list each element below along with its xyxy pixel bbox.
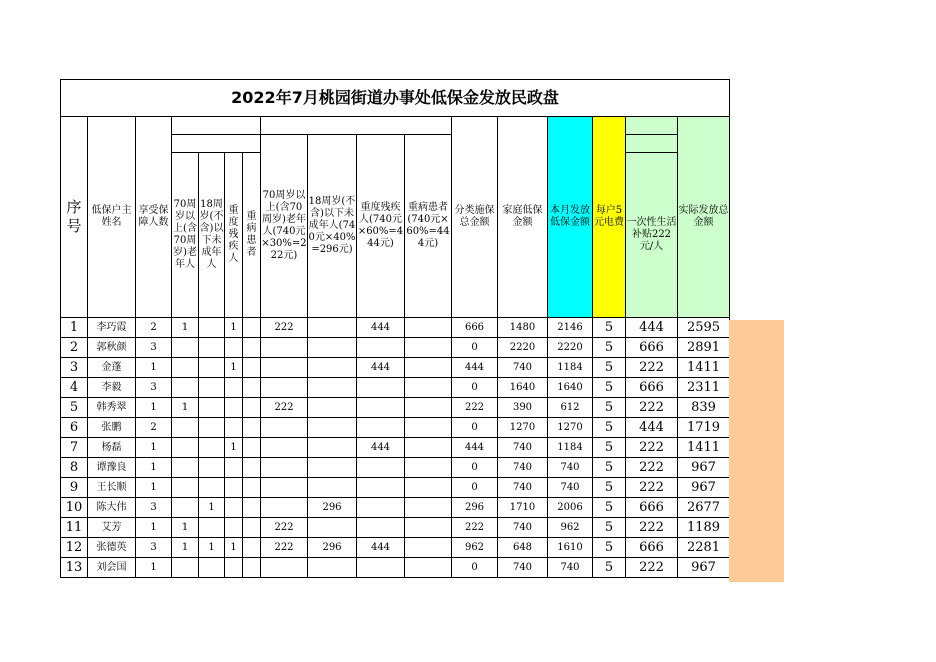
spreadsheet bbox=[60, 79, 730, 578]
header-blank-b bbox=[261, 117, 452, 135]
cell-subsidy[interactable]: 666 bbox=[626, 538, 678, 558]
cell-class-total[interactable]: 444 bbox=[452, 358, 498, 378]
cell-elder70[interactable]: 1 bbox=[172, 538, 199, 558]
cell-seq[interactable]: 9 bbox=[61, 478, 88, 498]
cell-ill[interactable] bbox=[243, 318, 261, 338]
cell-elder70[interactable] bbox=[172, 458, 199, 478]
cell-disabled[interactable] bbox=[225, 338, 243, 358]
cell-minor-amt[interactable] bbox=[308, 338, 357, 358]
cell-family[interactable]: 740 bbox=[498, 518, 548, 538]
cell-minor18[interactable] bbox=[199, 358, 225, 378]
cell-disabled-amt[interactable] bbox=[357, 498, 405, 518]
cell-family[interactable]: 740 bbox=[498, 438, 548, 458]
cell-disabled-amt[interactable] bbox=[357, 398, 405, 418]
cell-minor-amt[interactable] bbox=[308, 358, 357, 378]
table-row bbox=[61, 378, 730, 398]
table-row bbox=[61, 338, 730, 358]
header-disabled-amt: 重度残疾人(740元×60%=444元) bbox=[357, 135, 405, 318]
cell-seq[interactable]: 10 bbox=[61, 498, 88, 518]
cell-disabled[interactable] bbox=[225, 398, 243, 418]
cell-class-total[interactable]: 0 bbox=[452, 418, 498, 438]
cell-ill[interactable] bbox=[243, 518, 261, 538]
cell-elec[interactable]: 5 bbox=[593, 418, 626, 438]
cell-subsidy[interactable]: 444 bbox=[626, 418, 678, 438]
cell-name[interactable]: 金蓬 bbox=[88, 358, 136, 378]
table-row bbox=[61, 358, 730, 378]
cell-disabled-amt[interactable] bbox=[357, 458, 405, 478]
cell-name[interactable]: 韩秀翠 bbox=[88, 398, 136, 418]
cell-count[interactable]: 3 bbox=[136, 338, 172, 358]
header-subsidy: 一次性生活补贴222元/人 bbox=[626, 153, 678, 318]
cell-minor18[interactable] bbox=[199, 558, 225, 578]
cell-name[interactable]: 谭豫良 bbox=[88, 458, 136, 478]
header-month: 本月发放低保金额 bbox=[548, 117, 593, 318]
header-blank-e bbox=[626, 135, 678, 153]
cell-month[interactable]: 2146 bbox=[548, 318, 593, 338]
cell-class-total[interactable]: 0 bbox=[452, 458, 498, 478]
cell-ill-amt[interactable] bbox=[405, 458, 452, 478]
header-disabled: 重度残疾人 bbox=[225, 153, 243, 318]
cell-class-total[interactable]: 222 bbox=[452, 518, 498, 538]
header-blank-d bbox=[172, 135, 261, 153]
cell-actual[interactable]: 2281 bbox=[678, 538, 730, 558]
cell-subsidy[interactable]: 222 bbox=[626, 438, 678, 458]
cell-month[interactable]: 740 bbox=[548, 558, 593, 578]
cell-count[interactable]: 1 bbox=[136, 458, 172, 478]
cell-disabled-amt[interactable]: 444 bbox=[357, 358, 405, 378]
cell-family[interactable]: 740 bbox=[498, 558, 548, 578]
cell-count[interactable]: 1 bbox=[136, 558, 172, 578]
cell-elder70[interactable] bbox=[172, 418, 199, 438]
cell-class-total[interactable]: 296 bbox=[452, 498, 498, 518]
cell-minor-amt[interactable] bbox=[308, 558, 357, 578]
header-blank-a bbox=[172, 117, 261, 135]
cell-disabled[interactable] bbox=[225, 378, 243, 398]
cell-disabled-amt[interactable]: 444 bbox=[357, 438, 405, 458]
cell-name[interactable]: 李毅 bbox=[88, 378, 136, 398]
cell-elder70[interactable]: 1 bbox=[172, 398, 199, 418]
cell-ill[interactable] bbox=[243, 378, 261, 398]
cell-name[interactable]: 郭秋颜 bbox=[88, 338, 136, 358]
cell-count[interactable]: 3 bbox=[136, 378, 172, 398]
table-row bbox=[61, 418, 730, 438]
cell-seq[interactable]: 7 bbox=[61, 438, 88, 458]
cell-subsidy[interactable]: 666 bbox=[626, 378, 678, 398]
cell-elec[interactable]: 5 bbox=[593, 338, 626, 358]
cell-actual[interactable]: 1411 bbox=[678, 358, 730, 378]
header-count: 享受保障人数 bbox=[136, 117, 172, 318]
cell-elder-amt[interactable] bbox=[261, 378, 308, 398]
cell-elder-amt[interactable] bbox=[261, 358, 308, 378]
cell-count[interactable]: 1 bbox=[136, 478, 172, 498]
cell-month[interactable]: 962 bbox=[548, 518, 593, 538]
table-row bbox=[61, 498, 730, 518]
cell-actual[interactable]: 2891 bbox=[678, 338, 730, 358]
cell-count[interactable]: 1 bbox=[136, 518, 172, 538]
cell-elder-amt[interactable] bbox=[261, 498, 308, 518]
cell-seq[interactable]: 13 bbox=[61, 558, 88, 578]
header-ill: 重病患者 bbox=[243, 153, 261, 318]
cell-ill-amt[interactable] bbox=[405, 438, 452, 458]
cell-month[interactable]: 2220 bbox=[548, 338, 593, 358]
cell-elder70[interactable] bbox=[172, 498, 199, 518]
table-row bbox=[61, 518, 730, 538]
table-row bbox=[61, 398, 730, 418]
cell-ill[interactable] bbox=[243, 538, 261, 558]
cell-minor-amt[interactable] bbox=[308, 418, 357, 438]
cell-minor-amt[interactable] bbox=[308, 458, 357, 478]
cell-minor18[interactable] bbox=[199, 398, 225, 418]
cell-name[interactable]: 刘会国 bbox=[88, 558, 136, 578]
cell-month[interactable]: 1610 bbox=[548, 538, 593, 558]
cell-minor-amt[interactable] bbox=[308, 378, 357, 398]
cell-elder70[interactable] bbox=[172, 478, 199, 498]
cell-name[interactable]: 王长顺 bbox=[88, 478, 136, 498]
cell-name[interactable]: 李巧霞 bbox=[88, 318, 136, 338]
cell-elec[interactable]: 5 bbox=[593, 478, 626, 498]
cell-seq[interactable]: 8 bbox=[61, 458, 88, 478]
cell-ill[interactable] bbox=[243, 338, 261, 358]
cell-name[interactable]: 陈大伟 bbox=[88, 498, 136, 518]
cell-minor-amt[interactable] bbox=[308, 438, 357, 458]
cell-elder-amt[interactable]: 222 bbox=[261, 318, 308, 338]
cell-minor18[interactable]: 1 bbox=[199, 538, 225, 558]
cell-count[interactable]: 1 bbox=[136, 358, 172, 378]
cell-class-total[interactable]: 444 bbox=[452, 438, 498, 458]
cell-elder70[interactable] bbox=[172, 378, 199, 398]
cell-ill-amt[interactable] bbox=[405, 478, 452, 498]
cell-class-total[interactable]: 0 bbox=[452, 338, 498, 358]
cell-minor18[interactable] bbox=[199, 438, 225, 458]
cell-minor-amt[interactable]: 296 bbox=[308, 498, 357, 518]
cell-subsidy[interactable]: 444 bbox=[626, 318, 678, 338]
cell-ill-amt[interactable] bbox=[405, 518, 452, 538]
cell-elder-amt[interactable] bbox=[261, 478, 308, 498]
cell-elder70[interactable] bbox=[172, 358, 199, 378]
cell-elec[interactable]: 5 bbox=[593, 558, 626, 578]
cell-ill[interactable] bbox=[243, 398, 261, 418]
cell-month[interactable]: 740 bbox=[548, 458, 593, 478]
sheet-title: 2022年7月桃园街道办事处低保金发放民政盘 bbox=[61, 80, 730, 117]
cell-seq[interactable]: 6 bbox=[61, 418, 88, 438]
cell-disabled[interactable] bbox=[225, 558, 243, 578]
cell-month[interactable]: 2006 bbox=[548, 498, 593, 518]
cell-actual[interactable]: 1719 bbox=[678, 418, 730, 438]
cell-ill[interactable] bbox=[243, 498, 261, 518]
cell-elec[interactable]: 5 bbox=[593, 358, 626, 378]
cell-family[interactable]: 1480 bbox=[498, 318, 548, 338]
cell-actual[interactable]: 967 bbox=[678, 458, 730, 478]
header-family: 家庭低保金额 bbox=[498, 117, 548, 318]
cell-elder-amt[interactable] bbox=[261, 458, 308, 478]
cell-ill-amt[interactable] bbox=[405, 358, 452, 378]
cell-actual[interactable]: 1189 bbox=[678, 518, 730, 538]
cell-family[interactable]: 390 bbox=[498, 398, 548, 418]
cell-elder-amt[interactable] bbox=[261, 558, 308, 578]
cell-actual[interactable]: 839 bbox=[678, 398, 730, 418]
cell-minor18[interactable] bbox=[199, 478, 225, 498]
cell-seq[interactable]: 12 bbox=[61, 538, 88, 558]
header-name: 低保户主姓名 bbox=[88, 117, 136, 318]
cell-minor18[interactable]: 1 bbox=[199, 498, 225, 518]
table-row bbox=[61, 478, 730, 498]
cell-seq[interactable]: 1 bbox=[61, 318, 88, 338]
cell-minor-amt[interactable]: 296 bbox=[308, 538, 357, 558]
cell-minor-amt[interactable] bbox=[308, 398, 357, 418]
cell-subsidy[interactable]: 222 bbox=[626, 518, 678, 538]
cell-seq[interactable]: 3 bbox=[61, 358, 88, 378]
cell-subsidy[interactable]: 222 bbox=[626, 398, 678, 418]
cell-class-total[interactable]: 222 bbox=[452, 398, 498, 418]
cell-elec[interactable]: 5 bbox=[593, 518, 626, 538]
cell-minor18[interactable] bbox=[199, 338, 225, 358]
cell-elec[interactable]: 5 bbox=[593, 438, 626, 458]
cell-ill-amt[interactable] bbox=[405, 398, 452, 418]
cell-minor18[interactable] bbox=[199, 518, 225, 538]
cell-disabled[interactable] bbox=[225, 498, 243, 518]
cell-count[interactable]: 2 bbox=[136, 318, 172, 338]
cell-month[interactable]: 1270 bbox=[548, 418, 593, 438]
cell-family[interactable]: 2220 bbox=[498, 338, 548, 358]
cell-class-total[interactable]: 962 bbox=[452, 538, 498, 558]
header-ill-amt: 重病患者(740元×60%=444元) bbox=[405, 135, 452, 318]
header-elder-amt: 70周岁以上(含70周岁)老年人(740元×30%=222元) bbox=[261, 135, 308, 318]
cell-ill[interactable] bbox=[243, 558, 261, 578]
cell-ill[interactable] bbox=[243, 418, 261, 438]
cell-minor-amt[interactable] bbox=[308, 318, 357, 338]
cell-disabled[interactable]: 1 bbox=[225, 318, 243, 338]
cell-name[interactable]: 张鹏 bbox=[88, 418, 136, 438]
cell-seq[interactable]: 4 bbox=[61, 378, 88, 398]
cell-class-total[interactable]: 0 bbox=[452, 378, 498, 398]
table-row bbox=[61, 538, 730, 558]
cell-month[interactable]: 1640 bbox=[548, 378, 593, 398]
table-row bbox=[61, 558, 730, 578]
cell-disabled[interactable]: 1 bbox=[225, 538, 243, 558]
cell-family[interactable]: 1270 bbox=[498, 418, 548, 438]
cell-disabled[interactable] bbox=[225, 518, 243, 538]
header-actual: 实际发放总金额 bbox=[678, 117, 730, 318]
cell-actual[interactable]: 1411 bbox=[678, 438, 730, 458]
cell-ill-amt[interactable] bbox=[405, 338, 452, 358]
cell-actual[interactable]: 2311 bbox=[678, 378, 730, 398]
cell-disabled[interactable] bbox=[225, 478, 243, 498]
cell-class-total[interactable]: 666 bbox=[452, 318, 498, 338]
cell-disabled-amt[interactable] bbox=[357, 378, 405, 398]
cell-elec[interactable]: 5 bbox=[593, 458, 626, 478]
cell-disabled[interactable] bbox=[225, 458, 243, 478]
cell-count[interactable]: 3 bbox=[136, 538, 172, 558]
cell-family[interactable]: 1710 bbox=[498, 498, 548, 518]
cell-ill[interactable] bbox=[243, 458, 261, 478]
cell-disabled-amt[interactable] bbox=[357, 518, 405, 538]
cell-ill[interactable] bbox=[243, 358, 261, 378]
header-minor18: 18周岁(不含)以下未成年人 bbox=[199, 153, 225, 318]
cell-family[interactable]: 648 bbox=[498, 538, 548, 558]
cell-month[interactable]: 1184 bbox=[548, 438, 593, 458]
cell-elder-amt[interactable]: 222 bbox=[261, 538, 308, 558]
cell-name[interactable]: 杨磊 bbox=[88, 438, 136, 458]
cell-subsidy[interactable]: 666 bbox=[626, 338, 678, 358]
cell-family[interactable]: 740 bbox=[498, 478, 548, 498]
header-class-total: 分类施保总金额 bbox=[452, 117, 498, 318]
header-seq: 序号 bbox=[61, 117, 88, 318]
cell-ill-amt[interactable] bbox=[405, 498, 452, 518]
cell-subsidy[interactable]: 666 bbox=[626, 498, 678, 518]
cell-disabled-amt[interactable] bbox=[357, 418, 405, 438]
cell-minor-amt[interactable] bbox=[308, 518, 357, 538]
cell-ill-amt[interactable] bbox=[405, 418, 452, 438]
cell-disabled-amt[interactable] bbox=[357, 338, 405, 358]
cell-minor18[interactable] bbox=[199, 378, 225, 398]
cell-month[interactable]: 1184 bbox=[548, 358, 593, 378]
cell-disabled[interactable]: 1 bbox=[225, 358, 243, 378]
cell-family[interactable]: 740 bbox=[498, 358, 548, 378]
cell-count[interactable]: 1 bbox=[136, 438, 172, 458]
cell-seq[interactable]: 2 bbox=[61, 338, 88, 358]
cell-count[interactable]: 1 bbox=[136, 398, 172, 418]
cell-subsidy[interactable]: 222 bbox=[626, 458, 678, 478]
cell-elder70[interactable]: 1 bbox=[172, 318, 199, 338]
cell-family[interactable]: 740 bbox=[498, 458, 548, 478]
table-row bbox=[61, 458, 730, 478]
cell-elder70[interactable] bbox=[172, 558, 199, 578]
cell-seq[interactable]: 5 bbox=[61, 398, 88, 418]
cell-elder70[interactable] bbox=[172, 338, 199, 358]
cell-ill-amt[interactable] bbox=[405, 378, 452, 398]
cell-family[interactable]: 1640 bbox=[498, 378, 548, 398]
cell-subsidy[interactable]: 222 bbox=[626, 558, 678, 578]
cell-count[interactable]: 3 bbox=[136, 498, 172, 518]
table-body bbox=[61, 318, 730, 578]
cell-disabled-amt[interactable] bbox=[357, 478, 405, 498]
cell-subsidy[interactable]: 222 bbox=[626, 358, 678, 378]
cell-actual[interactable]: 967 bbox=[678, 478, 730, 498]
cell-ill-amt[interactable] bbox=[405, 318, 452, 338]
cell-disabled[interactable]: 1 bbox=[225, 438, 243, 458]
cell-disabled-amt[interactable]: 444 bbox=[357, 318, 405, 338]
highlight-block bbox=[729, 320, 784, 582]
cell-elder-amt[interactable]: 222 bbox=[261, 398, 308, 418]
cell-name[interactable]: 张德英 bbox=[88, 538, 136, 558]
cell-count[interactable]: 2 bbox=[136, 418, 172, 438]
table-row bbox=[61, 318, 730, 338]
cell-elder70[interactable]: 1 bbox=[172, 518, 199, 538]
cell-ill-amt[interactable] bbox=[405, 538, 452, 558]
cell-elder70[interactable] bbox=[172, 438, 199, 458]
cell-minor18[interactable] bbox=[199, 318, 225, 338]
cell-actual[interactable]: 967 bbox=[678, 558, 730, 578]
cell-ill[interactable] bbox=[243, 478, 261, 498]
cell-elder-amt[interactable] bbox=[261, 338, 308, 358]
cell-elder-amt[interactable] bbox=[261, 418, 308, 438]
cell-class-total[interactable]: 0 bbox=[452, 558, 498, 578]
cell-minor-amt[interactable] bbox=[308, 478, 357, 498]
cell-actual[interactable]: 2595 bbox=[678, 318, 730, 338]
cell-actual[interactable]: 2677 bbox=[678, 498, 730, 518]
header-elec: 每户5元电费 bbox=[593, 117, 626, 318]
header-minor-amt: 18周岁(不含)以下未成年人(740元×40%=296元) bbox=[308, 135, 357, 318]
cell-subsidy[interactable]: 222 bbox=[626, 478, 678, 498]
cell-elder-amt[interactable] bbox=[261, 438, 308, 458]
header-elder70: 70周岁以上(含70周岁)老年人 bbox=[172, 153, 199, 318]
cell-elec[interactable]: 5 bbox=[593, 498, 626, 518]
cell-minor18[interactable] bbox=[199, 418, 225, 438]
cell-class-total[interactable]: 0 bbox=[452, 478, 498, 498]
allowance-table bbox=[60, 79, 730, 578]
cell-month[interactable]: 740 bbox=[548, 478, 593, 498]
cell-disabled-amt[interactable]: 444 bbox=[357, 538, 405, 558]
cell-ill-amt[interactable] bbox=[405, 558, 452, 578]
cell-disabled[interactable] bbox=[225, 418, 243, 438]
cell-elec[interactable]: 5 bbox=[593, 318, 626, 338]
cell-minor18[interactable] bbox=[199, 458, 225, 478]
header-blank-c bbox=[626, 117, 678, 135]
cell-elec[interactable]: 5 bbox=[593, 398, 626, 418]
cell-elec[interactable]: 5 bbox=[593, 538, 626, 558]
cell-elec[interactable]: 5 bbox=[593, 378, 626, 398]
cell-seq[interactable]: 11 bbox=[61, 518, 88, 538]
table-row bbox=[61, 438, 730, 458]
cell-ill[interactable] bbox=[243, 438, 261, 458]
cell-month[interactable]: 612 bbox=[548, 398, 593, 418]
cell-name[interactable]: 艾芳 bbox=[88, 518, 136, 538]
cell-disabled-amt[interactable] bbox=[357, 558, 405, 578]
cell-elder-amt[interactable]: 222 bbox=[261, 518, 308, 538]
